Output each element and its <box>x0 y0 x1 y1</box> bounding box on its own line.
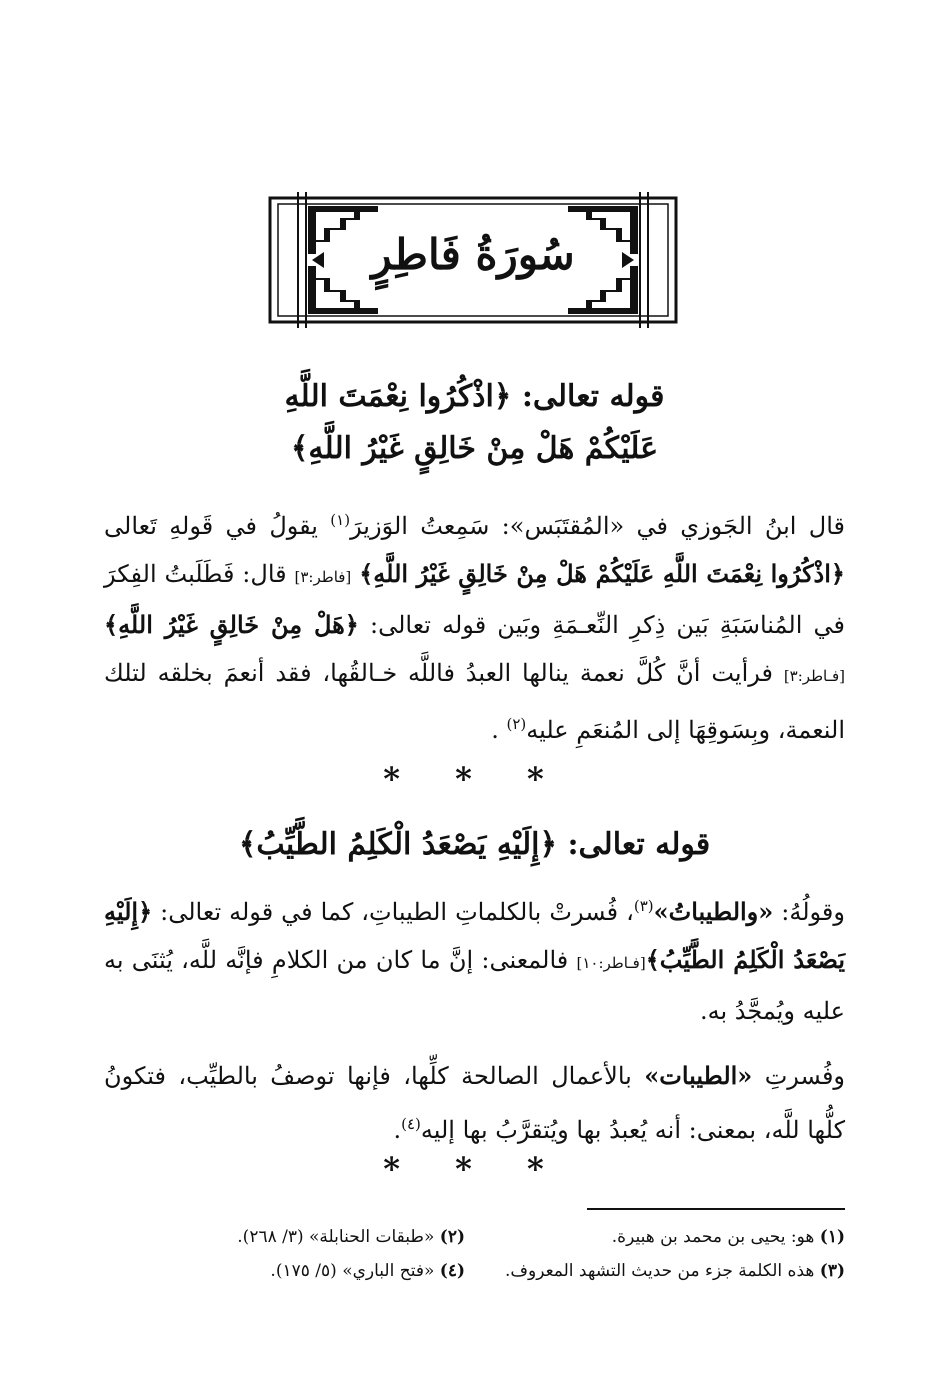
footnote-1 <box>485 1222 845 1252</box>
footnote-number: (٣) <box>819 1261 845 1281</box>
para-text: فالمعنى: إنَّ ما كان من الكلامِ فإنَّه للَّه، يُثنَى به عليه ويُمجَّدُ به. <box>104 946 845 1025</box>
para-text: ، فُسرتْ بالكلماتِ الطيباتِ، كما في قوله تعالى: <box>152 898 634 926</box>
bold-term: «والطيباتُ» <box>653 897 774 926</box>
quran-verse: ﴿اذْكُرُوا نِعْمَتَ اللَّهِ عَلَيْكُمْ هَلْ مِنْ خَالِقٍ غَيْرُ اللَّهِ﴾ <box>359 559 845 588</box>
para-text: يقولُ في قَولهِ تَعالى <box>104 512 331 540</box>
footnote-text: هذه الكلمة جزء من حديث التشهد المعروف. <box>504 1261 815 1281</box>
section2-paragraph2 <box>104 1052 845 1154</box>
verse-reference: [فاطر:٣] <box>294 568 352 586</box>
verse-reference: [فـاطر:١٠] <box>576 954 646 972</box>
footnote-row <box>104 1222 845 1252</box>
footnote-number: (٢) <box>439 1227 465 1247</box>
section-divider-stars: * * * <box>383 760 566 798</box>
para-text: فرأيت أنَّ كُلَّ نعمة ينالها العبدُ فاللَّه خـالقُها، فقد أنعمَ بخلقه لتلك النعمة، وبِسَوقِهَا إلى المُنعَمِ عليه <box>104 659 845 744</box>
surah-title-frame <box>268 190 678 330</box>
footnote-text: «فتح الباري» (٥/ ١٧٥). <box>270 1261 435 1281</box>
footnote-4 <box>105 1256 465 1286</box>
footnote-mark-4[interactable]: (٤) <box>401 1115 421 1133</box>
section1-heading-line1: قوله تعالى: ﴿اذْكُرُوا نِعْمَتَ اللَّهِ <box>284 379 665 414</box>
section2-heading: قوله تعالى: ﴿إِلَيْهِ يَصْعَدُ الْكَلِمُ الطَّيِّبُ﴾ <box>238 827 711 862</box>
bold-term: «الطيبات» <box>644 1061 753 1090</box>
footnote-row <box>104 1256 845 1286</box>
footnote-3 <box>485 1256 845 1286</box>
para-text: . <box>393 1116 402 1144</box>
para-text: قال: فَطَلَبتُ الفِكرَ في المُناسَبَةِ بَين ذِكرِ النِّعـمَةِ وبَين قوله تعالى: <box>104 560 846 639</box>
surah-title: سُورَةُ فَاطِرٍ <box>371 230 575 279</box>
footnote-mark-3[interactable]: (٣) <box>633 897 654 915</box>
footnote-separator <box>587 1208 845 1210</box>
para-text: بالأعمال الصالحة كلِّها، فإنها توصفُ بالطيِّب، فتكونُ كلُّها للَّه، بمعنى: أنه يُعبدُ بها ويُتقرَّبُ بها إليه <box>104 1062 845 1144</box>
para-text: قال ابنُ الجَوزي في «المُقتَبَس»: سَمِعتُ الوَزيرَ <box>350 512 845 540</box>
para-text: . <box>491 716 507 744</box>
footnote-2 <box>105 1222 465 1252</box>
footnote-number: (١) <box>819 1227 845 1247</box>
section1-paragraph <box>104 496 845 754</box>
footnote-mark-1[interactable]: (١) <box>330 511 351 529</box>
quran-verse: ﴿إِلَيْهِ يَصْعَدُ الْكَلِمُ الطَّيِّبُ﴾ <box>104 897 845 974</box>
section1-heading-line2: عَلَيْكُمْ هَلْ مِنْ خَالِقٍ غَيْرُ اللَّهِ﴾ <box>290 431 659 466</box>
footnote-number: (٤) <box>439 1261 465 1281</box>
section-divider-stars: * * * <box>383 1150 566 1188</box>
verse-reference: [فـاطر:٣] <box>783 667 845 685</box>
footnote-text: هو: يحيى بن محمد بن هبيرة. <box>611 1227 815 1247</box>
footnote-text: «طبقات الحنابلة» (٣/ ٢٦٨). <box>237 1227 435 1247</box>
footnote-mark-2[interactable]: (٢) <box>506 715 527 733</box>
para-text: وقولُهُ: <box>773 898 845 926</box>
section2-paragraph1 <box>104 882 845 1035</box>
quran-verse: ﴿هَلْ مِنْ خَالِقٍ غَيْرُ اللَّهِ﴾ <box>104 610 359 639</box>
para-text: وفُسرتِ <box>752 1062 846 1090</box>
